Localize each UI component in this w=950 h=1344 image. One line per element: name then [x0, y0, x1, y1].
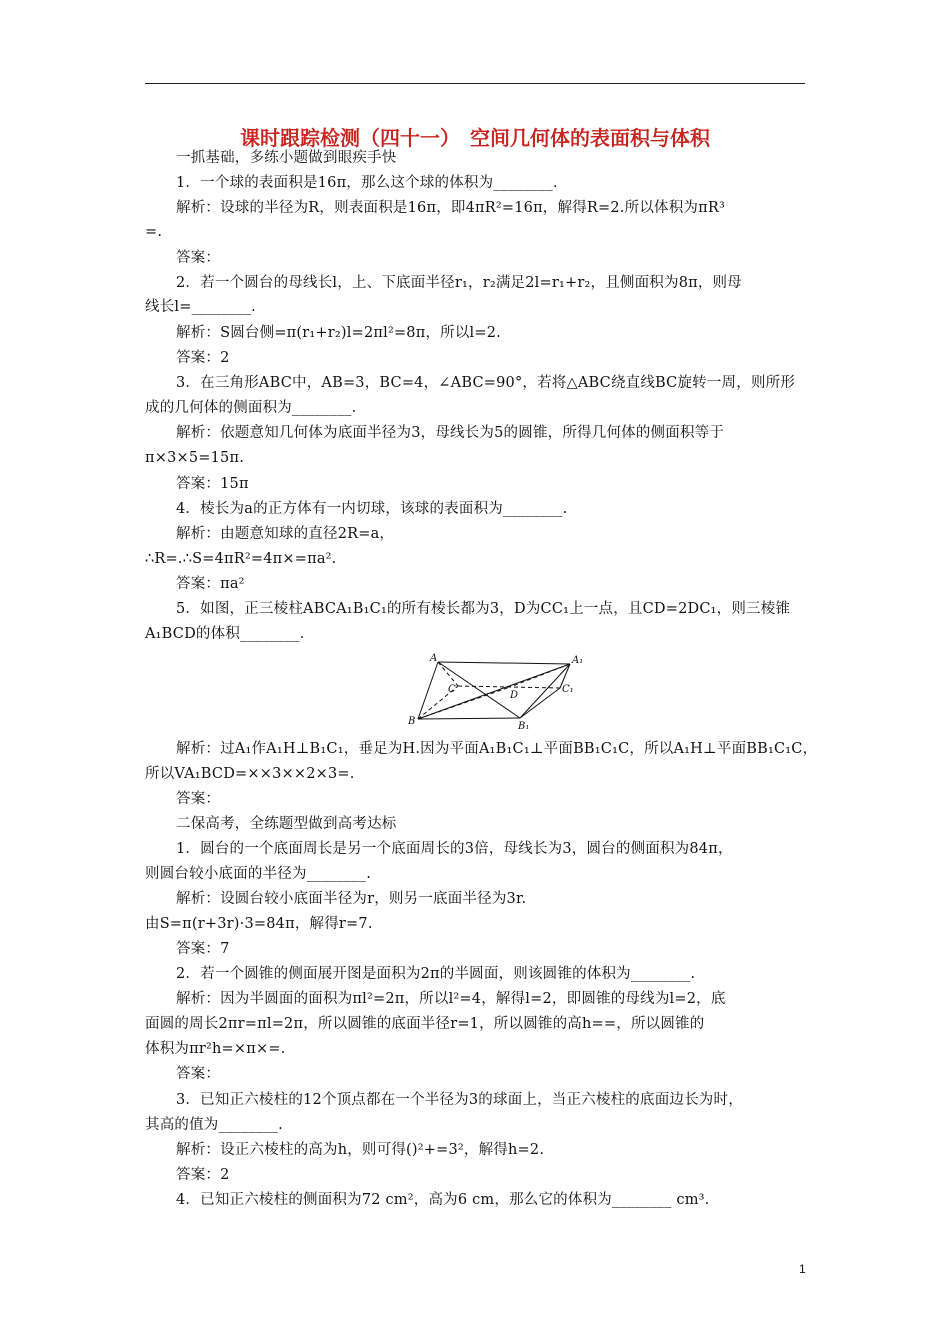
question-text: 2．若一个圆锥的侧面展开图是面积为2π的半圆面，则该圆锥的体积为________.: [176, 966, 696, 982]
page-title: 课时跟踪检测（四十一） 空间几何体的表面积与体积: [240, 126, 710, 150]
question-text: 则圆台较小底面的半径为________.: [145, 866, 372, 882]
question-text: 4．棱长为a的正方体有一内切球，该球的表面积为________.: [176, 501, 568, 517]
solution-text: 解析：设圆台较小底面半径为r，则另一底面半径为3r.: [176, 891, 527, 907]
solution-text: =.: [145, 224, 163, 240]
solution-text: 解析：依题意知几何体为底面半径为3，母线长为5的圆锥，所得几何体的侧面积等于: [176, 425, 725, 441]
question-text: 2．若一个圆台的母线长l，上、下底面半径r₁，r₂满足2l=r₁+r₂，且侧面积为8π，则母: [176, 275, 742, 291]
vertex-label: A: [430, 653, 438, 664]
solution-text: 解析：由题意知球的直径2R=a，: [176, 526, 395, 542]
answer-text: 答案：: [176, 250, 221, 266]
answer-text: 答案：: [176, 791, 221, 807]
solution-text: 面圆的周长2πr=πl=2π，所以圆锥的底面半径r=1，所以圆锥的高h==，所以圆锥的: [145, 1016, 705, 1032]
question-text: 1．一个球的表面积是16π，那么这个球的体积为________.: [176, 175, 558, 191]
question-text: 3．已知正六棱柱的12个顶点都在一个半径为3的球面上，当正六棱柱的底面边长为时，: [176, 1092, 743, 1108]
prism-figure: [400, 652, 584, 732]
header-rule: [145, 83, 805, 84]
vertex-label: C: [448, 684, 456, 695]
solution-text: 解析：因为半圆面的面积为πl²=2π，所以l²=4，解得l=2，即圆锥的母线为l=2，底: [176, 991, 726, 1007]
vertex-label: C₁: [562, 684, 574, 695]
solution-text: 解析：设正六棱柱的高为h，则可得()²+=3²，解得h=2.: [176, 1142, 545, 1158]
solution-text: 由S=π(r+3r)·3=84π，解得r=7.: [145, 916, 373, 932]
solution-text: 所以VA₁BCD=××3××2×3=.: [145, 766, 355, 782]
solution-text: 解析：过A₁作A₁H⊥B₁C₁，垂足为H.因为平面A₁B₁C₁⊥平面BB₁C₁C，所以A₁H⊥平面BB₁C₁C，: [176, 741, 818, 757]
question-text: A₁BCD的体积________.: [145, 626, 305, 642]
vertex-label: B: [408, 716, 416, 727]
page-number: 1: [799, 1262, 806, 1276]
question-text: 1．圆台的一个底面周长是另一个底面周长的3倍，母线长为3，圆台的侧面积为84π，: [176, 841, 733, 857]
answer-text: 答案：: [176, 1066, 221, 1082]
question-text: 其高的值为________.: [145, 1117, 283, 1133]
vertex-label: B₁: [518, 721, 530, 732]
vertex-label: A₁: [572, 655, 584, 666]
answer-text: 答案：πa²: [176, 576, 245, 592]
section-heading-advanced: 二保高考，全练题型做到高考达标: [176, 816, 397, 832]
question-text: 成的几何体的侧面积为________.: [145, 400, 357, 416]
answer-text: 答案：15π: [176, 476, 249, 492]
question-text: 4．已知正六棱柱的侧面积为72 cm²，高为6 cm，那么它的体积为________ cm³.: [176, 1192, 710, 1208]
solution-text: 解析：S圆台侧=π(r₁+r₂)l=2πl²=8π，所以l=2.: [176, 325, 501, 341]
question-text: 线长l=________.: [145, 299, 256, 315]
answer-text: 答案：2: [176, 350, 230, 366]
solution-text: π×3×5=15π.: [145, 450, 245, 466]
vertex-label: D: [510, 690, 519, 701]
question-text: 3．在三角形ABC中，AB=3，BC=4，∠ABC=90°，若将△ABC绕直线BC旋转一周，则所形: [176, 375, 796, 391]
answer-text: 答案：7: [176, 941, 230, 957]
answer-text: 答案：2: [176, 1167, 230, 1183]
section-heading-basics: 一抓基础，多练小题做到眼疾手快: [176, 150, 397, 166]
solution-text: 体积为πr²h=×π×=.: [145, 1041, 286, 1057]
solution-text: 解析：设球的半径为R，则表面积是16π，即4πR²=16π，解得R=2.所以体积为πR³: [176, 200, 725, 216]
solution-text: ∴R=.∴S=4πR²=4π×=πa².: [145, 551, 337, 567]
question-text: 5．如图，正三棱柱ABCA₁B₁C₁的所有棱长都为3，D为CC₁上一点，且CD=2DC₁，则三棱锥: [176, 601, 791, 617]
